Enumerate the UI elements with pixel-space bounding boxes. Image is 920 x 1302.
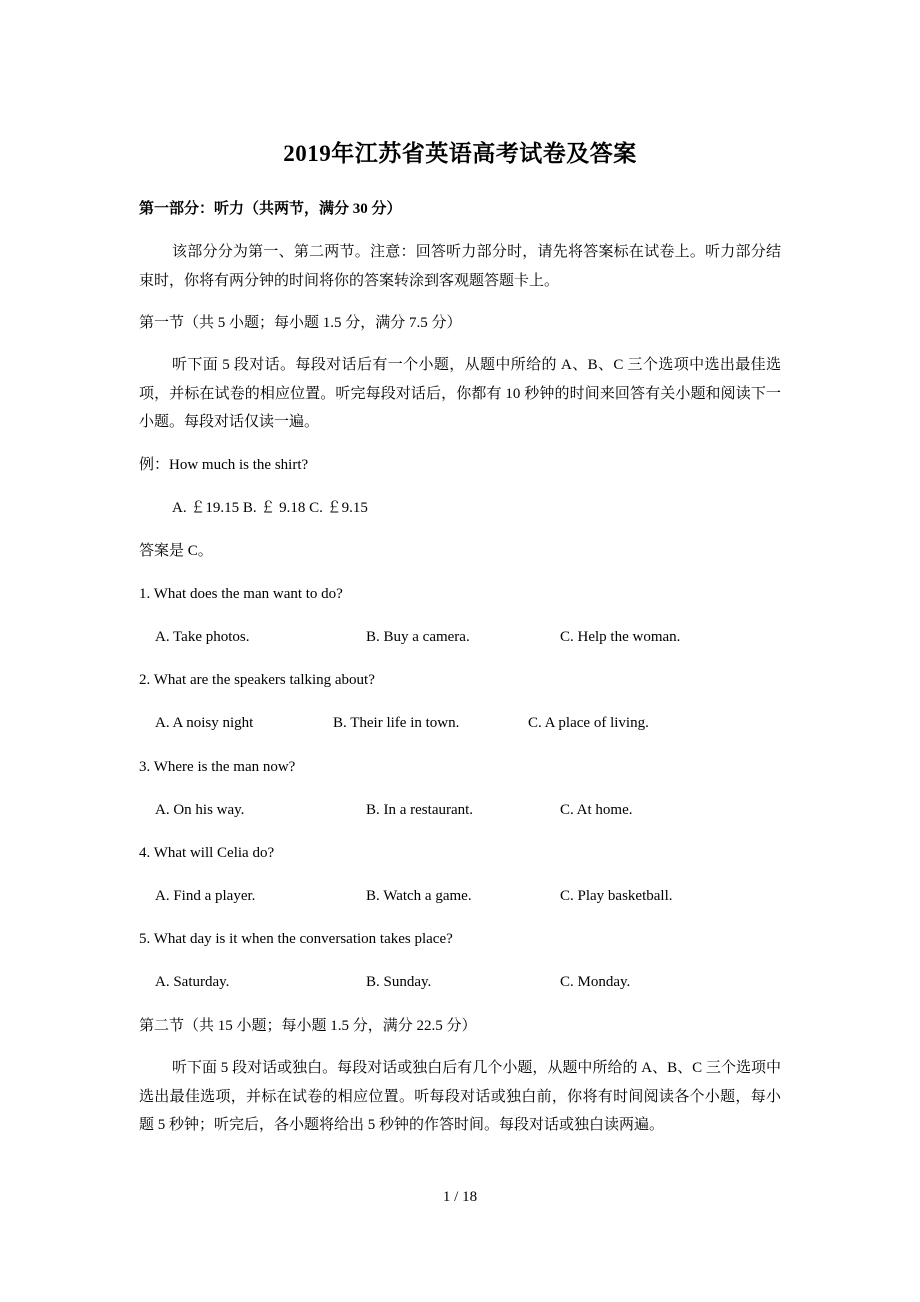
section2-instructions: 听下面 5 段对话或独白。每段对话或独白后有几个小题，从题中所给的 A、B、C 三个选项中选出最佳选项，并标在试卷的相应位置。听每段对话或独白前，你将有时间阅读各个小题，每小题 5 秒钟；听完后，各小题将给出 5 秒钟的作答时间。每段对话或独白读两遍。 [139, 1060, 781, 1134]
question-5-option-a: A. Saturday. [155, 974, 230, 990]
question-2-option-a: A. A noisy night [155, 715, 254, 731]
question-5-option-b: B. Sunday. [366, 974, 432, 990]
page-title: 2019年江苏省英语高考试卷及答案 [283, 141, 637, 166]
question-1-option-b: B. Buy a camera. [366, 629, 470, 645]
question-1-option-c: C. Help the woman. [560, 629, 681, 645]
section1-instructions: 听下面 5 段对话。每段对话后有一个小题，从题中所给的 A、B、C 三个选项中选出最佳选项，并标在试卷的相应位置。听完每段对话后，你都有 10 秒钟的时间来回答有关小题和阅读下一小题。每段对话仅读一遍。 [139, 357, 781, 431]
question-1-option-a: A. Take photos. [155, 629, 250, 645]
question-3-option-a: A. On his way. [155, 802, 245, 818]
question-3: 3. Where is the man now? [139, 759, 296, 775]
section1-heading: 第一节（共 5 小题；每小题 1.5 分，满分 7.5 分） [139, 315, 462, 331]
part1-heading: 第一部分：听力（共两节，满分 30 分） [139, 201, 402, 217]
intro-paragraph: 该部分分为第一、第二两节。注意：回答听力部分时，请先将答案标在试卷上。听力部分结束时，你将有两分钟的时间将你的答案转涂到客观题答题卡上。 [139, 244, 781, 289]
example-answer: 答案是 C。 [139, 543, 213, 559]
section2-heading: 第二节（共 15 小题；每小题 1.5 分，满分 22.5 分） [139, 1018, 477, 1034]
question-4-option-a: A. Find a player. [155, 888, 256, 904]
question-3-option-b: B. In a restaurant. [366, 802, 474, 818]
question-2-option-b: B. Their life in town. [333, 715, 460, 731]
question-4-option-b: B. Watch a game. [366, 888, 472, 904]
example-options: A. ￡19.15 B. ￡ 9.18 C. ￡9.15 [172, 500, 368, 516]
question-5: 5. What day is it when the conversation takes place? [139, 931, 453, 947]
page-number: 1 / 18 [442, 1189, 478, 1205]
question-4-option-c: C. Play basketball. [560, 888, 673, 904]
question-1: 1. What does the man want to do? [139, 586, 343, 602]
question-2: 2. What are the speakers talking about? [139, 672, 375, 688]
question-2-option-c: C. A place of living. [528, 715, 649, 731]
question-4: 4. What will Celia do? [139, 845, 275, 861]
example-question: 例：How much is the shirt? [139, 457, 309, 473]
question-5-option-c: C. Monday. [560, 974, 631, 990]
question-3-option-c: C. At home. [560, 802, 633, 818]
